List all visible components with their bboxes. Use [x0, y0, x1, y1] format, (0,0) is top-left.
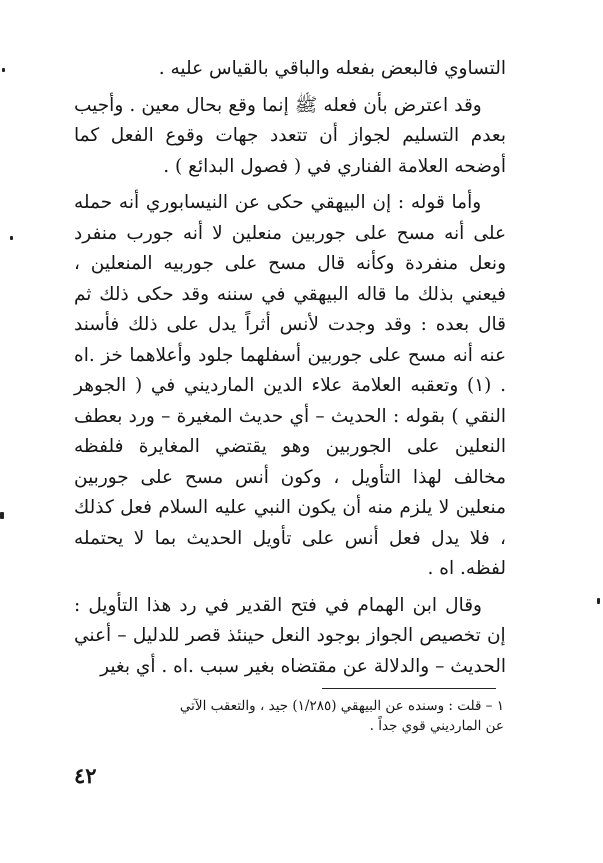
paragraph-2: [74, 91, 506, 183]
text-line: وجدت لأنس أثراً يدل على ذلك فأسند عنه أنه مسح على: [74, 314, 506, 366]
footnote-divider: [322, 688, 496, 689]
scan-speck: [2, 68, 5, 72]
paragraph-4: [74, 591, 506, 683]
text-line: منفردة وكأنه قال مسح على جوربيه المنعلين ، فيعني بذلك: [74, 253, 506, 305]
text-line: النبي عليه السلام فعل كذلك ، فلا يدل فعل أنس على تأويل: [74, 497, 506, 549]
text-line: وقال ابن الهمام في فتح القدير في رد هذا التأويل : إن: [74, 594, 506, 646]
text-line: الجوربين وهو يقتضي المغايرة فلفظه مخالف لهذا التأويل ،: [74, 436, 506, 488]
footnote-line: عن المارديني قوي جداً .: [369, 718, 504, 734]
text-line: العلامة الفناري في ( فصول البدائع ) .: [163, 155, 449, 177]
text-line: التساوي فالبعض بفعله والباقي بالقياس عليه .: [158, 58, 506, 79]
footnote: [86, 696, 504, 736]
text-line: بعدم التسليم لجواز أن تتعدد جهات وقوع الفعل كما أوضحه: [74, 125, 506, 177]
paragraph-3: [74, 188, 506, 585]
scan-speck: [597, 598, 600, 604]
text-line: وقد اعترض بأن فعله ﷺ إنما وقع بحال معين . وأجيب: [74, 94, 482, 116]
text-line: وكون أنس مسح على جوربين منعلين لا يلزم منه أن يكون: [74, 466, 506, 518]
scan-speck: [0, 512, 4, 519]
text-line: الحديث – والدلالة عن مقتضاه بغير سبب .اه . أي بغير: [100, 655, 506, 677]
paragraph-1: [74, 54, 506, 85]
footnote-line: ١ – قلت : وسنده عن البيهقي (١/٢٨٥) جيد ، والتعقب الآتي: [179, 698, 504, 714]
text-line: الحديث بما لا يحتمله لفظه. اه .: [74, 527, 506, 579]
text-line: الحديث – أي حديث المغيرة – ورد بعطف النعلين على: [74, 405, 506, 457]
page-number: ٤٢: [74, 763, 97, 788]
body-text: [74, 54, 506, 682]
text-line: تخصيص الجواز بوجود النعل حينئذ قصر للدليل – أعني: [74, 625, 481, 646]
text-line: وأما قوله : إن البيهقي حكى عن النيسابوري أنه حمله: [74, 192, 482, 213]
text-line: جوربين أسفلهما جلود وأعلاهما خز .اه . (١) وتعقبه: [74, 344, 506, 396]
text-line: ما قاله البيهقي في سننه وقد حكى ذلك ثم قال بعده : وقد: [74, 283, 506, 335]
text-line: على أنه مسح على جوربين منعلين لا أنه جورب منفرد ونعل: [74, 222, 507, 274]
text-line: العلامة علاء الدين المارديني في ( الجوهر النقي ) بقوله :: [74, 375, 506, 427]
scan-speck: [10, 236, 13, 240]
